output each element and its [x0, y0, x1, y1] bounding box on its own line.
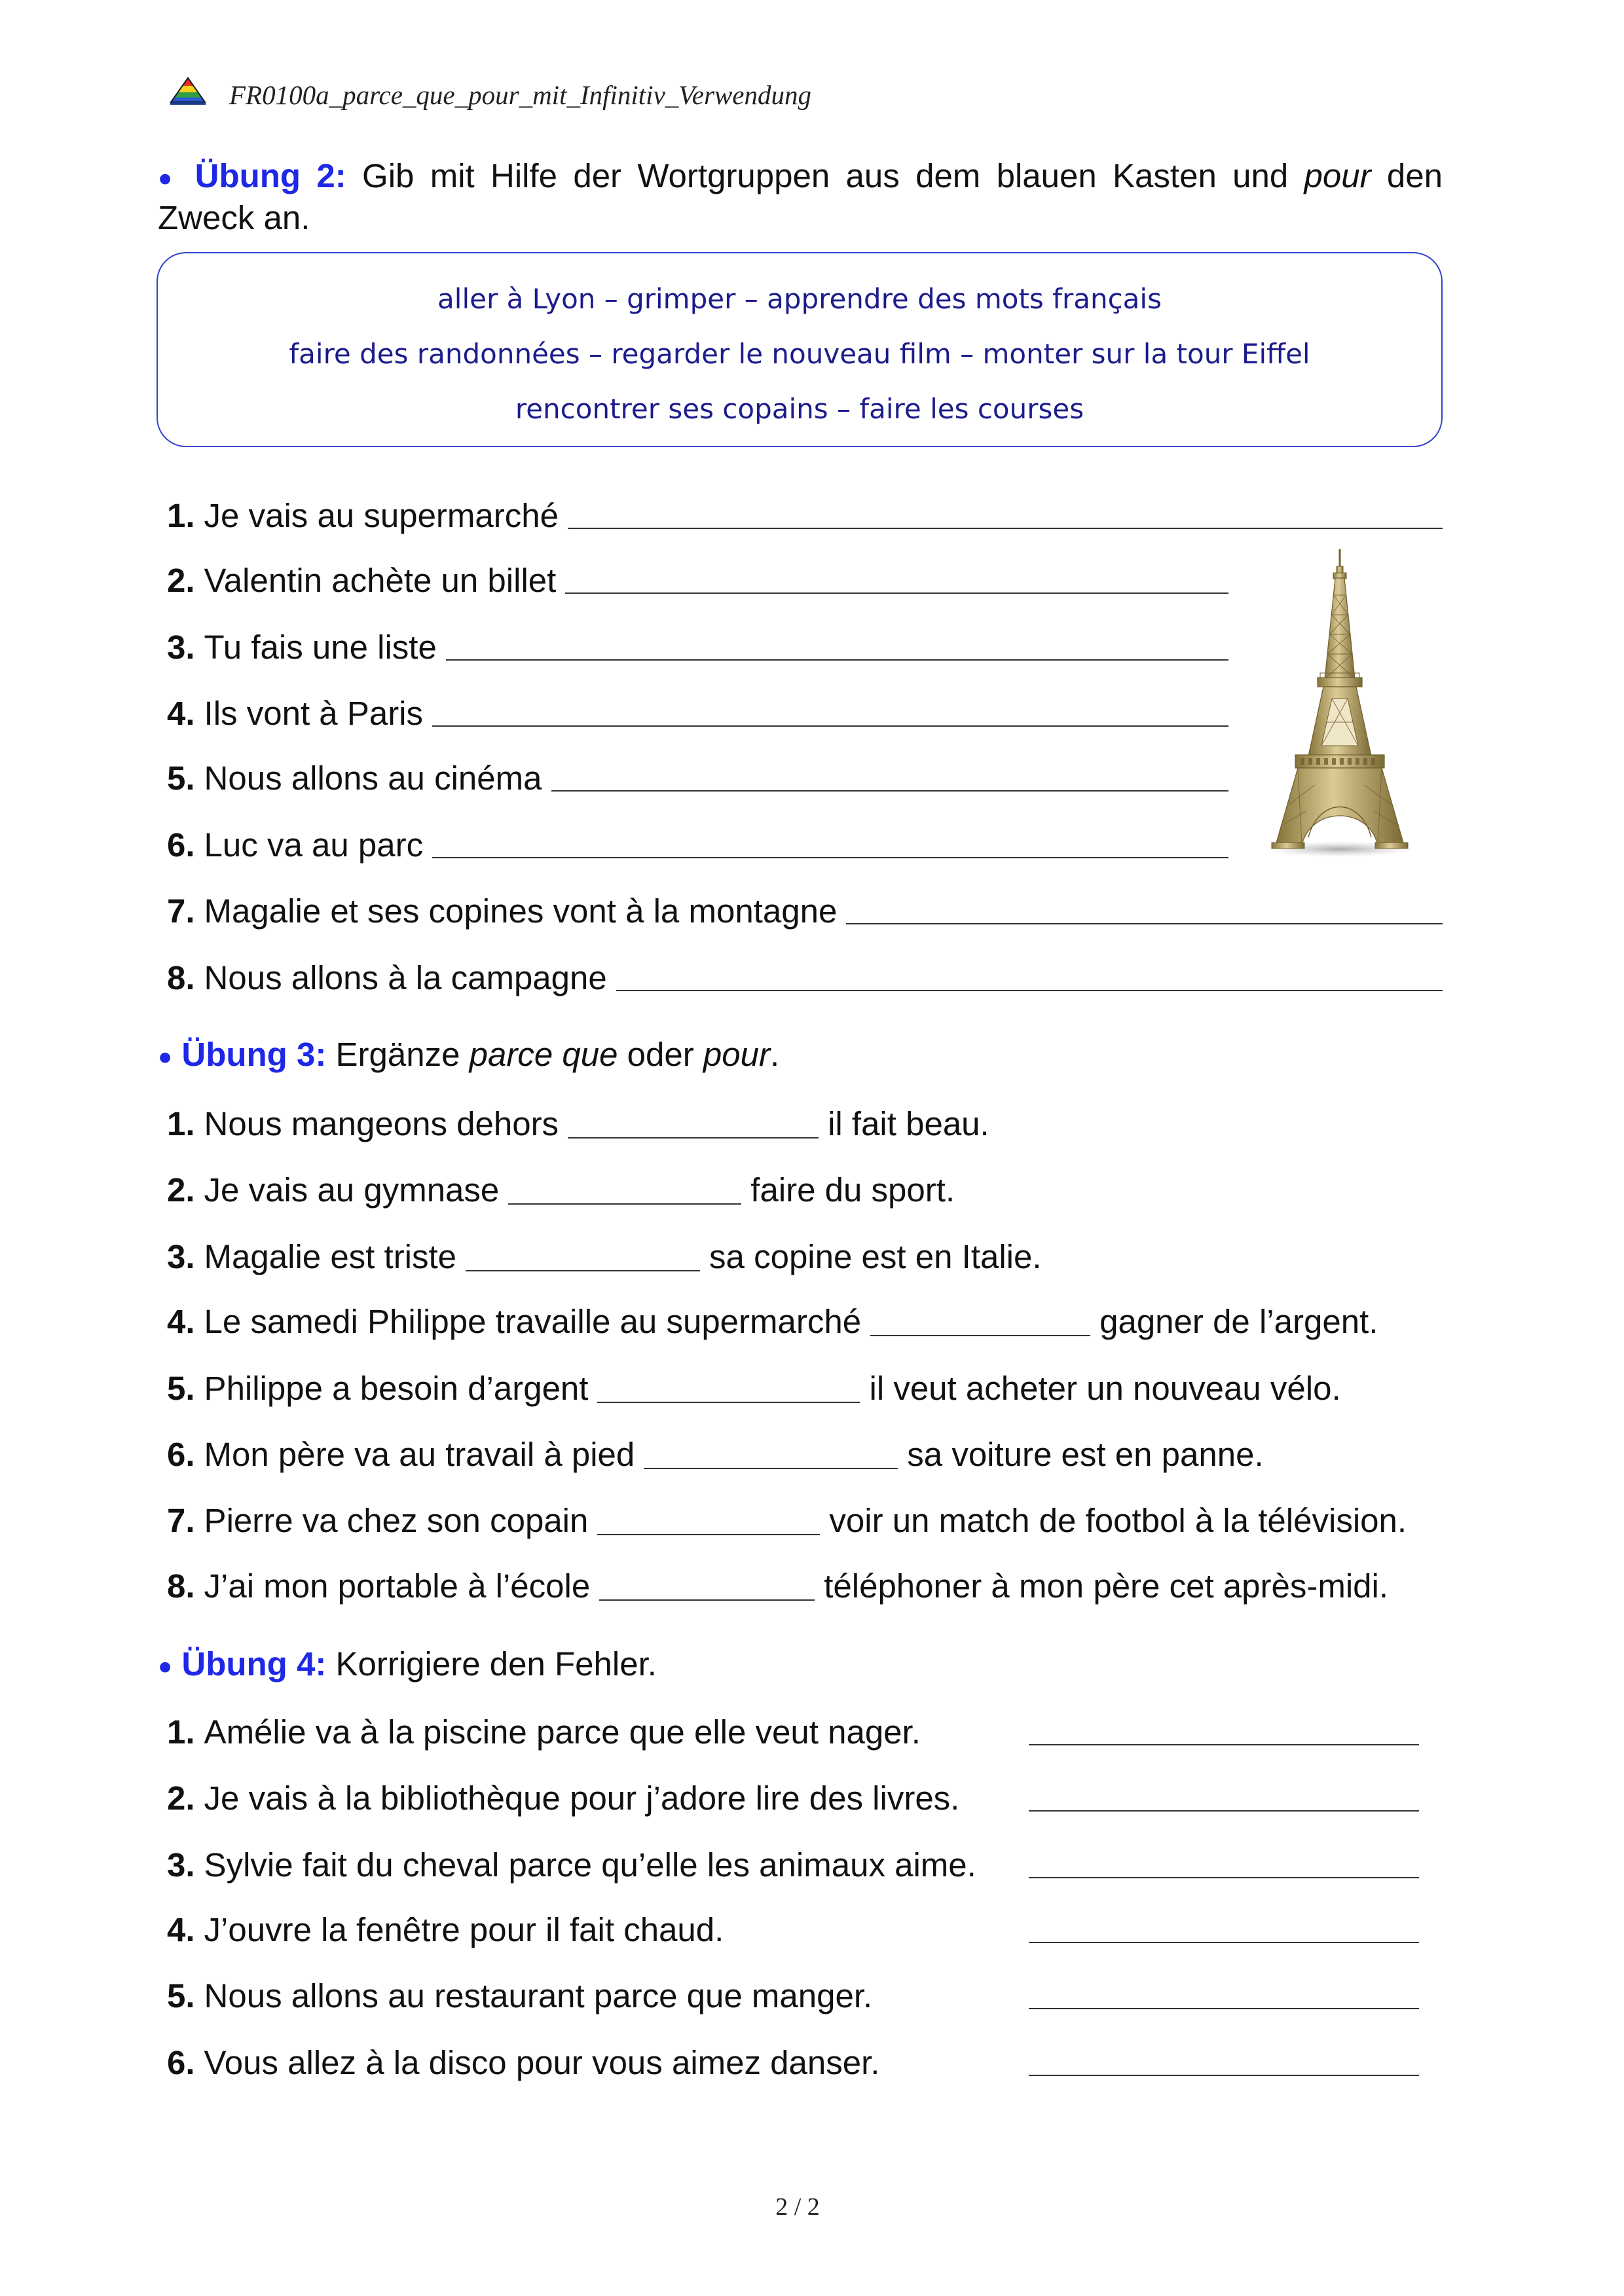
item-text: Sylvie fait du cheval parce qu’elle les animaux aime.: [204, 1846, 976, 1884]
item-number: 7.: [167, 1502, 195, 1539]
item-text-after: gagner de l’argent.: [1099, 1303, 1378, 1340]
exercise-2-instruction-line-2: Zweck an.: [158, 198, 310, 236]
item-text: Je vais au supermarché: [204, 497, 559, 534]
instruction-text: Ergänze: [335, 1036, 460, 1073]
answer-line: [551, 790, 1229, 792]
exercise-2-item: [167, 758, 1228, 798]
item-text-after: sa copine est en Italie.: [709, 1238, 1042, 1275]
exercise-2-item: [167, 560, 1228, 600]
answer-line: [565, 592, 1228, 594]
bullet-icon: [158, 157, 179, 194]
item-text: Luc va au parc: [204, 826, 424, 864]
item-number: 8.: [167, 959, 195, 996]
item-number: 1.: [167, 497, 195, 534]
exercise-4-item: [167, 2043, 1419, 2083]
instruction-text: Gib mit Hilfe der Wortgruppen aus dem blauen Kasten und: [362, 157, 1289, 194]
item-number: 6.: [167, 1436, 195, 1473]
answer-line: [846, 923, 1443, 924]
answer-blank: [597, 1534, 820, 1535]
exercise-3-item: [167, 1104, 989, 1144]
item-text: Vous allez à la disco pour vous aimez danser.: [204, 2044, 880, 2081]
item-text: Tu fais une liste: [204, 629, 437, 666]
item-text: J’ouvre la fenêtre pour il fait chaud.: [204, 1911, 724, 1948]
exercise-3-item: [167, 1368, 1341, 1408]
word-group-line: faire des randonnées – regarder le nouveau film – monter sur la tour Eiffel: [289, 338, 1310, 370]
item-number: 6.: [167, 2044, 195, 2081]
answer-line: [616, 990, 1443, 991]
exercise-2-item: [167, 958, 1443, 998]
item-number: 4.: [167, 1303, 195, 1340]
exercise-2-instruction-line-1: [158, 156, 1443, 198]
instruction-text: .: [769, 1036, 780, 1073]
item-number: 1.: [167, 1105, 195, 1142]
item-text-after: faire du sport.: [750, 1171, 955, 1209]
item-number: 3.: [167, 1846, 195, 1884]
item-text-after: téléphoner à mon père cet après-midi.: [824, 1567, 1389, 1605]
item-text-before: Magalie est triste: [204, 1238, 457, 1275]
item-number: 5.: [167, 1370, 195, 1407]
exercise-2-item: [167, 627, 1228, 667]
item-number: 1.: [167, 1713, 195, 1751]
answer-blank: [568, 1137, 819, 1139]
item-text: Ils vont à Paris: [204, 695, 424, 732]
exercise-3-heading: [158, 1034, 1443, 1076]
bullet-icon: [158, 1036, 172, 1073]
exercise-3-item: [167, 1434, 1264, 1474]
answer-line: [1029, 2008, 1419, 2009]
exercise-4-heading: [158, 1644, 1443, 1686]
item-text-before: Pierre va chez son copain: [204, 1502, 589, 1539]
answer-blank: [597, 1402, 860, 1403]
item-text-before: Le samedi Philippe travaille au supermarché: [204, 1303, 862, 1340]
item-number: 6.: [167, 826, 195, 864]
exercise-3-item: [167, 1566, 1388, 1606]
answer-line: [432, 725, 1228, 727]
exercise-2-item: [167, 825, 1228, 865]
exercise-2-item: [167, 693, 1228, 733]
answer-line: [1029, 2075, 1419, 2076]
item-text-before: Philippe a besoin d’argent: [204, 1370, 589, 1407]
answer-line: [1029, 1877, 1419, 1878]
answer-line: [568, 528, 1443, 529]
instruction-emphasis: pour: [1304, 157, 1371, 194]
item-text-before: Nous mangeons dehors: [204, 1105, 559, 1142]
item-number: 5.: [167, 1977, 195, 2014]
answer-line: [1029, 1810, 1419, 1812]
item-text: Amélie va à la piscine parce que elle veut nager.: [204, 1713, 921, 1751]
eiffel-tower-icon: [1263, 549, 1417, 859]
item-text-after: il veut acheter un nouveau vélo.: [869, 1370, 1341, 1407]
exercise-4-item: [167, 1910, 1419, 1950]
colored-pyramid-logo-icon: [169, 76, 207, 106]
item-text-before: Mon père va au travail à pied: [204, 1436, 635, 1473]
exercise-3-item: [167, 1170, 955, 1210]
item-number: 4.: [167, 1911, 195, 1948]
answer-line: [1029, 1744, 1419, 1745]
instruction-text: oder: [627, 1036, 694, 1073]
item-number: 2.: [167, 1171, 195, 1209]
exercise-2-item: [167, 891, 1443, 931]
exercise-2-heading: [158, 156, 1443, 238]
answer-blank: [644, 1468, 898, 1469]
item-number: 8.: [167, 1567, 195, 1605]
exercise-4-title: Übung 4:: [181, 1645, 327, 1683]
instruction-text: den: [1386, 157, 1443, 194]
exercise-4-item: [167, 1778, 1419, 1818]
item-text: Nous allons à la campagne: [204, 959, 607, 996]
document-id: FR0100a_parce_que_pour_mit_Infinitiv_Verwendung: [229, 80, 811, 110]
item-text-after: sa voiture est en panne.: [907, 1436, 1264, 1473]
item-text-before: Je vais au gymnase: [204, 1171, 500, 1209]
item-number: 7.: [167, 892, 195, 930]
exercise-4-item: [167, 1845, 1419, 1885]
item-text: Je vais à la bibliothèque pour j’adore lire des livres.: [204, 1779, 960, 1817]
exercise-3-item: [167, 1501, 1407, 1540]
word-group-line: aller à Lyon – grimper – apprendre des mots français: [437, 283, 1162, 315]
item-number: 5.: [167, 759, 195, 797]
item-text: Magalie et ses copines vont à la montagne: [204, 892, 838, 930]
item-number: 3.: [167, 629, 195, 666]
instruction-emphasis: parce que: [469, 1036, 618, 1073]
exercise-2-title: Übung 2:: [194, 157, 346, 194]
item-text: Valentin achète un billet: [204, 562, 557, 599]
item-text-after: il fait beau.: [828, 1105, 989, 1142]
answer-line: [432, 857, 1228, 858]
exercise-4-item: [167, 1976, 1419, 2016]
answer-blank: [508, 1203, 741, 1205]
bullet-icon: [158, 1645, 172, 1683]
item-number: 4.: [167, 695, 195, 732]
item-text: Nous allons au restaurant parce que manger.: [204, 1977, 873, 2014]
word-group-box: [157, 252, 1443, 447]
exercise-3-item: [167, 1302, 1378, 1341]
answer-blank: [466, 1270, 700, 1271]
item-text-after: voir un match de footbol à la télévision.: [829, 1502, 1407, 1539]
exercise-3-title: Übung 3:: [181, 1036, 327, 1073]
exercise-4-item: [167, 1712, 1419, 1752]
exercise-2-item: [167, 496, 1443, 536]
word-group-line: rencontrer ses copains – faire les courses: [515, 393, 1084, 425]
item-number: 2.: [167, 1779, 195, 1817]
instruction-emphasis: pour: [703, 1036, 770, 1073]
exercise-3-item: [167, 1237, 1042, 1277]
item-text: Nous allons au cinéma: [204, 759, 542, 797]
answer-blank: [599, 1599, 815, 1601]
item-text-before: J’ai mon portable à l’école: [204, 1567, 591, 1605]
item-number: 2.: [167, 562, 195, 599]
answer-blank: [870, 1335, 1090, 1336]
item-number: 3.: [167, 1238, 195, 1275]
page-number: 2 / 2: [775, 2193, 820, 2221]
instruction-text: Korrigiere den Fehler.: [335, 1645, 657, 1683]
answer-line: [1029, 1942, 1419, 1943]
answer-line: [446, 659, 1228, 661]
